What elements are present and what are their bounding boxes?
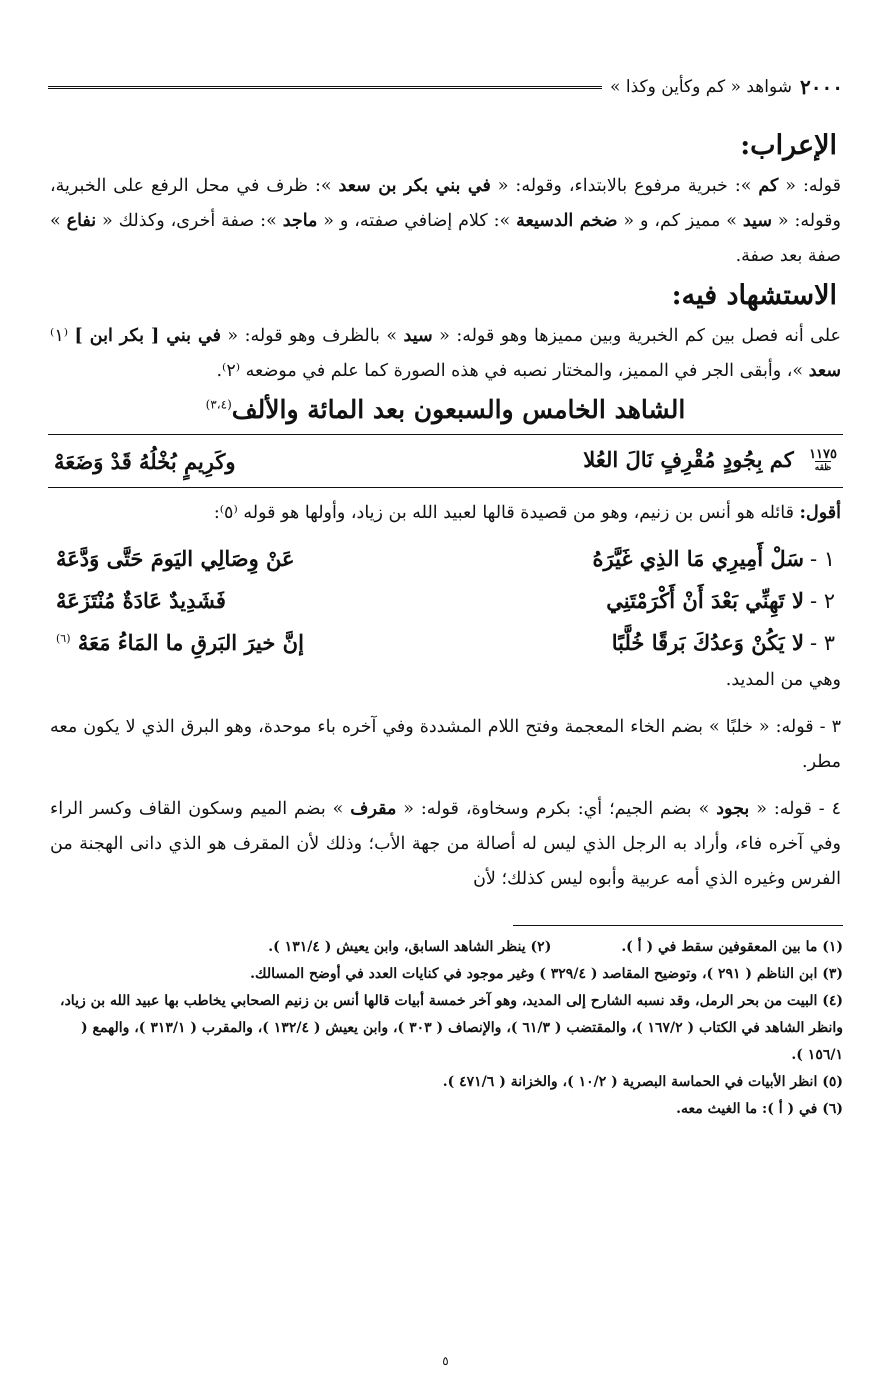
bold-term: ماجد bbox=[282, 211, 318, 231]
verse-number-value: ١١٧٥ bbox=[809, 447, 837, 462]
text-run: » بالظرف وهو قوله: « bbox=[220, 326, 404, 346]
commentary-note-4 bbox=[48, 792, 843, 897]
i3rab-heading: الإعراب: bbox=[740, 130, 837, 161]
bold-term: سيد bbox=[742, 211, 773, 231]
main-verse bbox=[48, 435, 843, 487]
page-header bbox=[48, 70, 843, 104]
footnote-5: (٥) انظر الأبيات في الحماسة البصرية ( ١٠/٢ )، والخزانة ( ٤٧١/٦ ). bbox=[442, 1074, 843, 1090]
poem-line-number: ٣ - bbox=[809, 630, 835, 655]
bold-term: كم bbox=[758, 176, 779, 196]
footnote-2: (٢) ينظر الشاهد السابق، وابن يعيش ( ١٣١/٤ ). bbox=[268, 939, 552, 955]
verse-number-sub: ظقه bbox=[814, 463, 832, 473]
bold-term: مقرف bbox=[350, 799, 397, 819]
running-title: شواهد « كم وكأين وكذا » bbox=[610, 77, 793, 97]
poem-line-number: ٢ - bbox=[809, 588, 835, 613]
commentary-intro bbox=[48, 496, 843, 531]
poem-hemistich-b: عَنْ وِصَالِي اليَومَ حَتَّى وَدَّعَهْ bbox=[56, 545, 295, 571]
text-run: ⁽١⁾ bbox=[50, 326, 75, 346]
verse-number bbox=[809, 448, 837, 475]
hemistich-2: وكَرِيمٍ بُخْلُهُ قَدْ وَضَعَهْ bbox=[54, 448, 236, 474]
bold-term: نفاع bbox=[66, 211, 97, 231]
bold-term: سيد bbox=[403, 326, 433, 346]
header-rule bbox=[48, 86, 602, 89]
text-run: قائله هو أنس بن زنيم، وهو من قصيدة قالها لعبيد الله بن زياد، وأولها هو قوله ⁽٥⁾: bbox=[213, 503, 800, 523]
bold-term: ضخم الدسيعة bbox=[516, 211, 618, 231]
text-run: قوله: « bbox=[778, 176, 841, 196]
footnote-rule bbox=[513, 925, 843, 926]
bold-term: أقول: bbox=[799, 503, 841, 523]
poem-line bbox=[48, 537, 843, 579]
footnote-row bbox=[48, 934, 843, 961]
poem bbox=[48, 537, 843, 663]
footer-mark: ٥ bbox=[442, 1354, 449, 1368]
istishhad-heading: الاستشهاد فيه: bbox=[671, 280, 837, 311]
poem-hemistich-a: لا يَكُنْ وَعدُكَ بَرقًا خُلَّبًا bbox=[611, 629, 804, 655]
poem-hemistich-a: لا تَهِنِّي بَعْدَ أَنْ أَكْرَمْتَنِي bbox=[606, 587, 804, 613]
shahid-title-text: الشاهد الخامس والسبعون بعد المائة والألف bbox=[231, 395, 686, 424]
text-run: ٣ - قوله: « خلبًا » بضم الخاء المعجمة وفتح اللام المشددة وفي آخره باء موحدة، وهو البرق الذي لا يكون معه مطر. bbox=[50, 717, 841, 772]
footnote-3: (٣) ابن الناظم ( ٢٩١ )، وتوضيح المقاصد ( ٣٢٩/٤ ) وغير موجود في كنايات العدد في أوضح المسالك. bbox=[250, 966, 843, 982]
text-run: »: خبرية مرفوع بالابتداء، وقوله: « bbox=[490, 176, 759, 196]
main-verse-first-hemistich bbox=[583, 447, 837, 475]
poem-line bbox=[48, 579, 843, 621]
text-run: »: ظرف في محل الرفع على الخبرية، وقوله: « bbox=[50, 176, 841, 231]
poem-footnote-ref: (٦) bbox=[56, 631, 71, 645]
poem-line-number: ١ - bbox=[809, 546, 835, 571]
text-run: »: كلام إضافي صفته، و « bbox=[317, 211, 517, 231]
poem-line bbox=[48, 621, 843, 663]
commentary-note-3 bbox=[48, 710, 843, 780]
bold-term: في بني بكر بن سعد bbox=[338, 176, 491, 196]
text-run: ٤ - قوله: « bbox=[749, 799, 842, 819]
verse-bottom-rule bbox=[48, 487, 843, 488]
shahid-title bbox=[48, 395, 843, 424]
footnote-6: (٦) في ( أ ): ما الغيث معه. bbox=[676, 1101, 843, 1117]
bold-term: في بني [ بكر ابن ] bbox=[74, 326, 221, 346]
text-run: » بضم الميم وسكون القاف وكسر الراء وفي آخره فاء، وأراد به الرجل الذي ليس له أصالة من جهة الأب؛ وذلك لأن المقرف هو الذي دانى الهجنة من الفرس وغيره الذي أمه عربية وأبوه ليس كذلك؛ لأن bbox=[50, 799, 841, 889]
text-run: » صفة بعد صفة. bbox=[50, 211, 841, 266]
meter-note: وهي من المديد. bbox=[725, 670, 841, 690]
footnote-1: (١) ما بين المعقوفين سقط في ( أ ). bbox=[621, 939, 843, 955]
poem-hemistich-a: سَلْ أَمِيرِي مَا الذِي غَيَّرَهُ bbox=[592, 545, 804, 571]
shahid-title-note: (٣،٤) bbox=[205, 397, 232, 412]
text-run: »: صفة أخرى، وكذلك « bbox=[96, 211, 283, 231]
text-run: » مميز كم، و « bbox=[617, 211, 743, 231]
poem-hemistich-b: فَشَدِيدٌ عَادَةٌ مُنْتَزَعَهْ bbox=[56, 587, 226, 613]
text-run: على أنه فصل بين كم الخبرية وبين مميزها وهو قوله: « bbox=[432, 326, 841, 346]
page-number: ٢٠٠٠ bbox=[800, 75, 843, 99]
footnote-4: (٤) البيت من بحر الرمل، وقد نسبه الشارح إلى المديد، وهو آخر خمسة أبيات قالها أنس بن زنيم الصحابي يخاطب بها عبيد الله بن زياد، وانظر الشاهد في الكتاب ( ١٦٧/٢ )، والمقتضب ( ٦١/٣ )، والإنصاف ( ٣٠٣ )، وابن يعيش ( ١٣٢/٤ )، والمقرب ( ٣١٣/١ )، والهمع ( ١٥٦/١ ). bbox=[60, 993, 843, 1063]
i3rab-paragraph bbox=[48, 169, 843, 274]
bold-term: سعد bbox=[808, 361, 841, 381]
istishhad-paragraph bbox=[48, 319, 843, 389]
text-run: » بضم الجيم؛ أي: بكرم وسخاوة، قوله: « bbox=[396, 799, 717, 819]
hemistich-1: كم بِجُودٍ مُقْرِفٍ نَالَ العُلا bbox=[583, 447, 794, 472]
footnotes bbox=[48, 934, 843, 1123]
bold-term: بجود bbox=[716, 799, 750, 819]
text-run: »، وأبقى الجر في المميز، والمختار نصبه في هذه الصورة كما علم في موضعه ⁽٢⁾. bbox=[216, 361, 809, 381]
poem-hemistich-b: إنَّ خيرَ البَرقِ ما المَاءُ مَعَهْ bbox=[77, 629, 304, 655]
